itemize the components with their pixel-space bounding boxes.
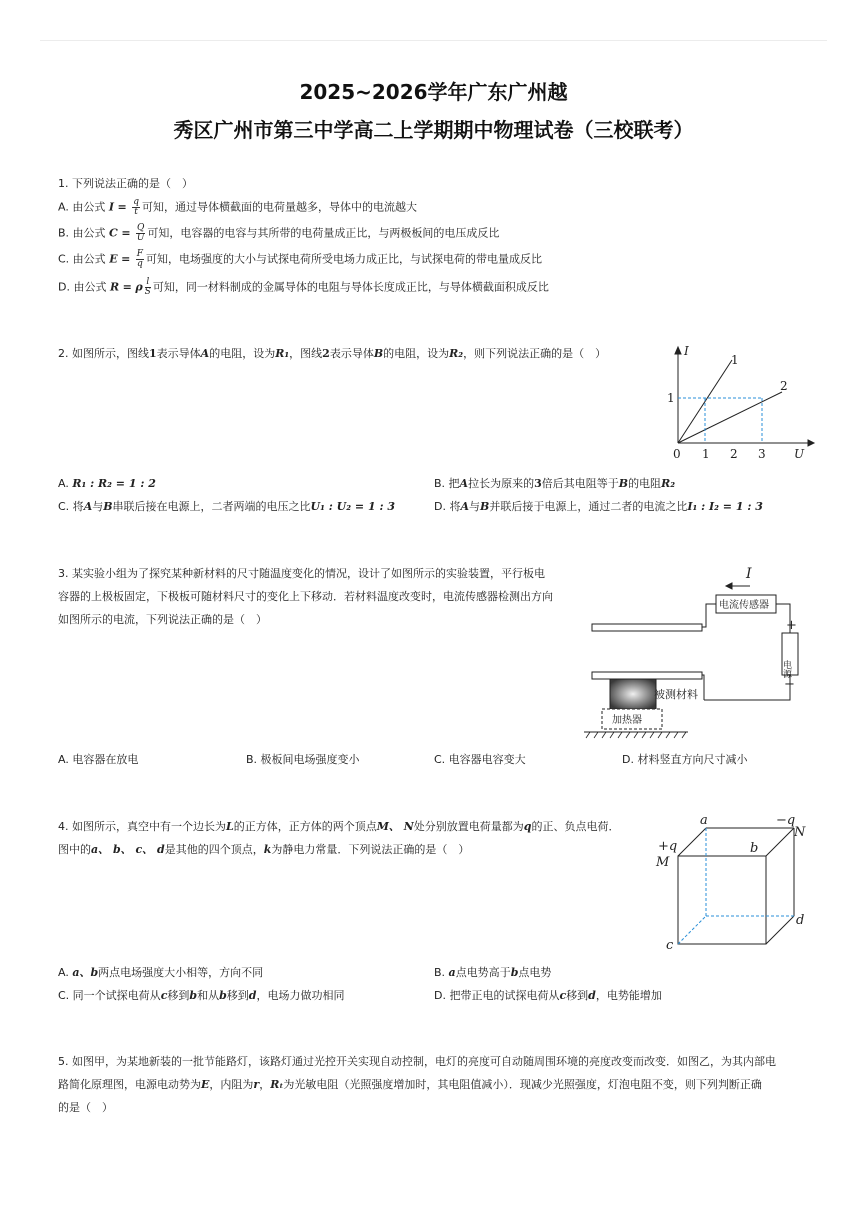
q2-y-tick-1: 1 — [667, 391, 675, 405]
q5-stem-line1: 5. 如图甲，为某地新装的一批节能路灯，该路灯通过光控开关实现自动控制，电灯的亮度可自动随周围环境的亮度改变而改变．如图乙，为其内部电 — [58, 1055, 776, 1068]
q4-cube-front-face — [678, 856, 766, 944]
q1-b-fraction: $\frac{Q}{U}$ — [136, 223, 145, 243]
q4-vertex-d: d — [796, 913, 805, 928]
q3-minus-label: − — [784, 677, 795, 692]
q3-plus-label: + — [786, 618, 797, 633]
q4-option-b[interactable]: B. a点电势高于b点电势 — [434, 966, 552, 979]
q1-option-c[interactable]: C. 由公式 E = $\frac{F}{q}$ 可知，电场强度的大小与试探电荷所受电场力成正比，与试探电荷的带电量成反比 — [58, 249, 543, 269]
q4-plus-q: +q — [658, 839, 678, 854]
q5-stem-line2: 路简化原理图，电源电动势为E，内阻为r，Rₜ为光敏电阻（光照强度增加时，其电阻值减小）．现减少光照强度，灯泡电阻不变，则下列判断正确 — [58, 1078, 762, 1091]
q4-cube-figure — [648, 812, 818, 952]
q2-option-c[interactable]: C. 将A与B串联后接在电源上，二者两端的电压之比U₁ : U₂ = 1 : 3 — [58, 500, 395, 513]
q2-x-arrow — [808, 440, 814, 446]
q2-stem: 2. 如图所示，图线1表示导体A的电阻，设为R₁，图线2表示导体B的电阻，设为R₂，则下列说法正确的是（ ） — [58, 347, 607, 360]
q4-option-c[interactable]: C. 同一个试探电荷从c移到b和从b移到d，电场力做功相同 — [58, 989, 345, 1002]
q2-x-label: U — [794, 447, 805, 461]
q2-origin: 0 — [673, 447, 681, 461]
q4-vertex-c: c — [666, 938, 674, 952]
q2-line-2-label: 2 — [780, 379, 788, 393]
q2-x-tick-3: 3 — [758, 447, 766, 461]
q3-sensor-label: 电流传感器 — [719, 600, 769, 611]
q4-option-a[interactable]: A. a、b两点电场强度大小相等，方向不同 — [58, 966, 264, 979]
q3-material — [610, 679, 656, 709]
q3-wire-top — [702, 604, 716, 627]
page-title-line2: 秀区广州市第三中学高二上学期期中物理试卷（三校联考） — [173, 118, 694, 142]
q2-option-a[interactable]: A. R₁ : R₂ = 1 : 2 — [58, 477, 156, 490]
q2-x-tick-1: 1 — [702, 447, 710, 461]
q3-option-c[interactable]: C. 电容器电容变大 — [434, 753, 526, 766]
q3-stem-line2: 容器的上极板固定，下极板可随材料尺寸的变化上下移动．若材料温度改变时，电流传感器检测出方向 — [58, 590, 553, 603]
page-title-line1: 2025~2026学年广东广州越 — [299, 80, 568, 104]
q4-vertex-N: N — [794, 825, 806, 840]
q3-option-b[interactable]: B. 极板间电场强度变小 — [246, 753, 360, 766]
q4-stem-line1: 4. 如图所示，真空中有一个边长为L的正方体，正方体的两个顶点M、 N处分别放置电荷量都为q的正、负点电荷． — [58, 820, 620, 833]
q4-stem-line2: 图中的a、 b、 c、 d是其他的四个顶点，k为静电力常量．下列说法正确的是（ ） — [58, 843, 470, 856]
q3-current-label: I — [746, 566, 752, 582]
q3-wire-right-bottom — [704, 675, 790, 700]
q3-stem-line3: 如图所示的电流，下列说法正确的是（ ） — [58, 613, 267, 626]
q1-a-fraction: $\frac{q}{t}$ — [133, 197, 139, 217]
q3-upper-plate — [592, 624, 702, 631]
q4-hidden-edge-3 — [678, 916, 706, 944]
q2-y-label: I — [684, 344, 689, 358]
q1-option-d[interactable]: D. 由公式 R = ρ $\frac{l}{S}$ 可知，同一材料制成的金属导体的电阻与导体长度成正比，与导体横截面积成反比 — [58, 277, 549, 297]
q1-option-b[interactable]: B. 由公式 C = $\frac{Q}{U}$ 可知，电容器的电容与其所带的电荷量成正比，与两极板间的电压成反比 — [58, 223, 500, 243]
q4-vertex-b: b — [750, 841, 759, 856]
q1-c-fraction: $\frac{F}{q}$ — [136, 249, 144, 269]
q1-option-a[interactable]: A. 由公式 I = $\frac{q}{t}$ 可知，通过导体横截面的电荷量越多，导体中的电流越大 — [58, 197, 417, 217]
q5-stem-line3: 的是（ ） — [58, 1101, 113, 1114]
q3-heater-label: 加热器 — [612, 715, 642, 726]
q2-x-tick-2: 2 — [730, 447, 738, 461]
q2-y-arrow — [675, 347, 681, 354]
header-rule — [40, 40, 827, 41]
q1-stem: 1. 下列说法正确的是（ ） — [58, 177, 193, 190]
q3-apparatus-figure — [580, 560, 810, 745]
q3-lower-plate — [592, 672, 702, 679]
q3-option-d[interactable]: D. 材料竖直方向尺寸减小 — [622, 753, 748, 766]
q4-minus-q: −q — [776, 813, 796, 828]
q2-line-1-label: 1 — [731, 353, 739, 367]
q2-iu-graph — [662, 340, 822, 465]
q3-option-a[interactable]: A. 电容器在放电 — [58, 753, 139, 766]
q3-stem-line1: 3. 某实验小组为了探究某种新材料的尺寸随温度变化的情况，设计了如图所示的实验装置，平行板电 — [58, 567, 545, 580]
q4-vertex-a: a — [700, 813, 708, 828]
q3-material-label: 被测材料 — [654, 688, 698, 701]
q2-option-b[interactable]: B. 把A拉长为原来的3倍后其电阻等于B的电阻R₂ — [434, 477, 676, 490]
q2-option-d[interactable]: D. 将A与B并联后接于电源上，通过二者的电流之比I₁ : I₂ = 1 : 3 — [434, 500, 763, 513]
q1-d-fraction: $\frac{l}{S}$ — [144, 277, 151, 297]
q4-option-d[interactable]: D. 把带正电的试探电荷从c移到d，电势能增加 — [434, 989, 662, 1002]
q4-vertex-M: M — [656, 855, 670, 870]
q3-source-label: 电源 — [781, 660, 791, 678]
q2-line-2 — [678, 392, 782, 443]
